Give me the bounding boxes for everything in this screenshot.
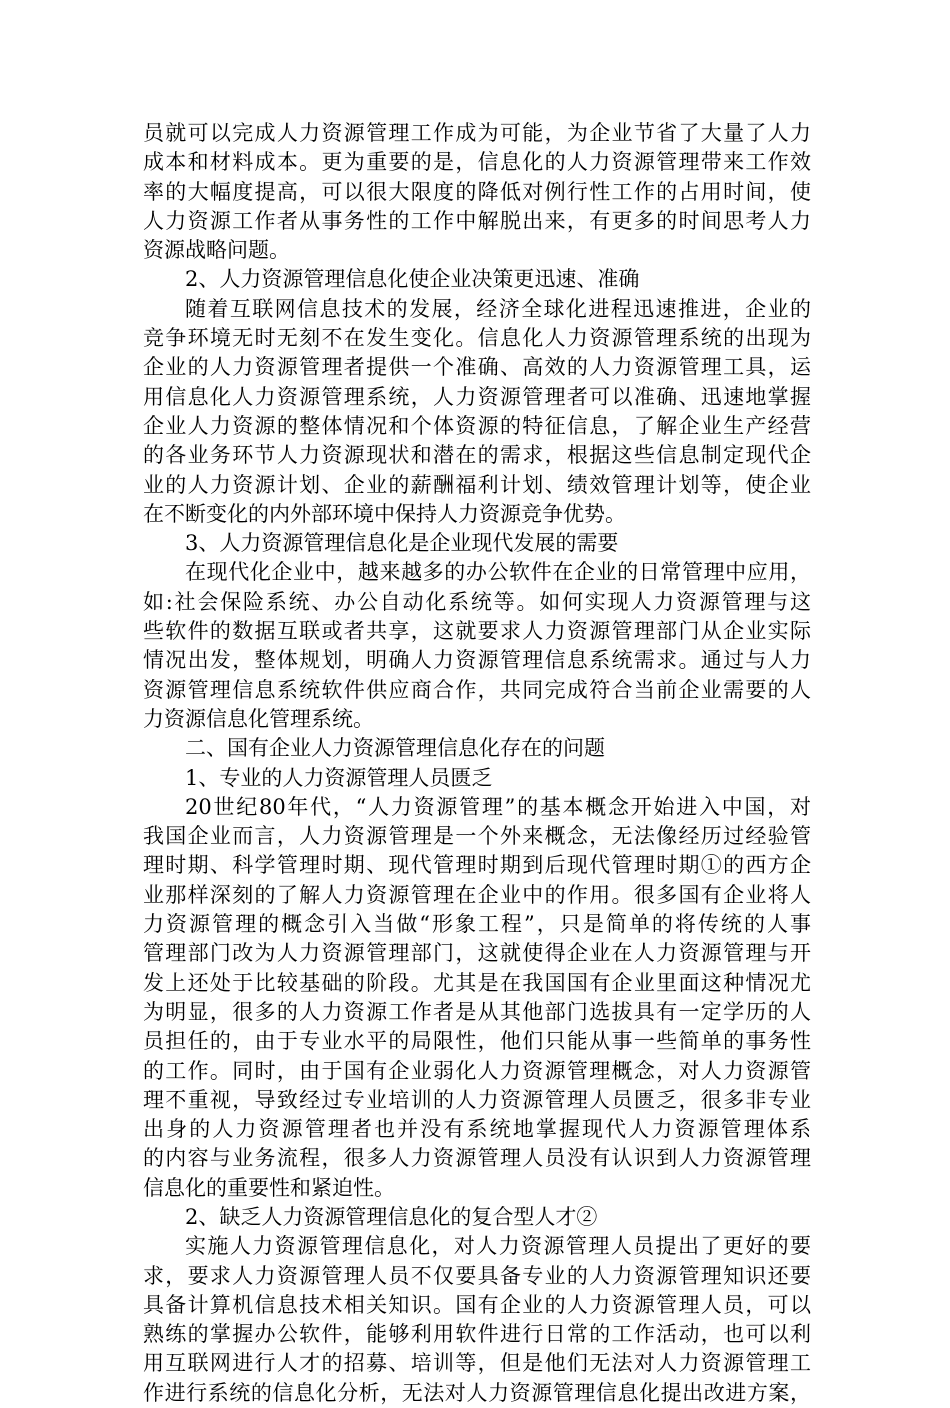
text-line: 信息化的重要性和紧迫性。 xyxy=(143,1175,395,1200)
text-line: 1、专业的人力资源管理人员匮乏 xyxy=(185,765,493,790)
text-line: 实施人力资源管理信息化，对人力资源管理人员提出了更好的要 xyxy=(185,1234,811,1259)
text-line: 3、人力资源管理信息化是企业现代发展的需要 xyxy=(185,531,619,556)
text-line: 理不重视，导致经过专业培训的人力资源管理人员匮乏，很多非专业 xyxy=(143,1087,811,1112)
text-line: 率的大幅度提高，可以很大限度的降低对例行性工作的占用时间，使 xyxy=(143,179,811,204)
text-line: 资源战略问题。 xyxy=(143,238,290,263)
text-line: 在不断变化的内外部环境中保持人力资源竞争优势。 xyxy=(143,501,626,526)
text-line: 出身的人力资源管理者也并没有系统地掌握现代人力资源管理体系 xyxy=(143,1117,811,1142)
text-line: 力资源信息化管理系统。 xyxy=(143,706,374,731)
text-line: 具备计算机信息技术相关知识。国有企业的人力资源管理人员，可以 xyxy=(143,1292,811,1317)
text-line: 管理部门改为人力资源管理部门，这就使得企业在人力资源管理与开 xyxy=(143,941,811,966)
text-line: 情况出发，整体规划，明确人力资源管理信息系统需求。通过与人力 xyxy=(143,648,811,673)
text-line: 竞争环境无时无刻不在发生变化。信息化人力资源管理系统的出现为 xyxy=(143,326,811,351)
text-line: 二、国有企业人力资源管理信息化存在的问题 xyxy=(185,736,605,761)
text-line: 为明显，很多的人力资源工作者是从其他部门选拔具有一定学历的人 xyxy=(143,999,811,1024)
text-line: 企业人力资源的整体情况和个体资源的特征信息，了解企业生产经营 xyxy=(143,413,811,438)
text-line: 如:社会保险系统、办公自动化系统等。如何实现人力资源管理与这 xyxy=(143,589,811,614)
text-line: 发上还处于比较基础的阶段。尤其是在我国国有企业里面这种情况尤 xyxy=(143,970,811,995)
text-line: 随着互联网信息技术的发展，经济全球化进程迅速推进，企业的 xyxy=(185,296,811,321)
text-line: 的内容与业务流程，很多人力资源管理人员没有认识到人力资源管理 xyxy=(143,1146,811,1171)
text-line: 些软件的数据互联或者共享，这就要求人力资源管理部门从企业实际 xyxy=(143,619,811,644)
text-line: 熟练的掌握办公软件，能够利用软件进行日常的工作活动，也可以利 xyxy=(143,1322,811,1347)
text-line: 用互联网进行人才的招募、培训等，但是他们无法对人力资源管理工 xyxy=(143,1351,811,1376)
text-line: 成本和材料成本。更为重要的是，信息化的人力资源管理带来工作效 xyxy=(143,150,811,175)
text-line: 的工作。同时，由于国有企业弱化人力资源管理概念，对人力资源管 xyxy=(143,1058,811,1083)
text-line: 2、人力资源管理信息化使企业决策更迅速、准确 xyxy=(185,267,640,292)
text-line: 在现代化企业中，越来越多的办公软件在企业的日常管理中应用， xyxy=(185,560,811,585)
text-line: 作进行系统的信息化分析，无法对人力资源管理信息化提出改进方案， xyxy=(143,1380,811,1405)
text-line: 的各业务环节人力资源现状和潜在的需求，根据这些信息制定现代企 xyxy=(143,443,811,468)
text-line: 20世纪80年代，“人力资源管理”的基本概念开始进入中国，对 xyxy=(185,794,811,819)
text-line: 2、缺乏人力资源管理信息化的复合型人才② xyxy=(185,1204,598,1229)
text-line: 员担任的，由于专业水平的局限性，他们只能从事一些简单的事务性 xyxy=(143,1029,811,1054)
text-line: 求，要求人力资源管理人员不仅要具备专业的人力资源管理知识还要 xyxy=(143,1263,811,1288)
text-line: 用信息化人力资源管理系统，人力资源管理者可以准确、迅速地掌握 xyxy=(143,384,811,409)
text-line: 力资源管理的概念引入当做“形象工程”，只是简单的将传统的人事 xyxy=(143,912,811,937)
text-line: 业那样深刻的了解人力资源管理在企业中的作用。很多国有企业将人 xyxy=(143,882,811,907)
text-line: 理时期、科学管理时期、现代管理时期到后现代管理时期①的西方企 xyxy=(143,853,811,878)
text-line: 人力资源工作者从事务性的工作中解脱出来，有更多的时间思考人力 xyxy=(143,208,811,233)
text-line: 员就可以完成人力资源管理工作成为可能，为企业节省了大量了人力 xyxy=(143,121,811,145)
text-line: 企业的人力资源管理者提供一个准确、高效的人力资源管理工具，运 xyxy=(143,355,811,380)
text-line: 我国企业而言，人力资源管理是一个外来概念，无法像经历过经验管 xyxy=(143,824,811,849)
document-page xyxy=(143,119,811,1408)
text-line: 业的人力资源计划、企业的薪酬福利计划、绩效管理计划等，使企业 xyxy=(143,472,811,497)
text-line: 资源管理信息系统软件供应商合作，共同完成符合当前企业需要的人 xyxy=(143,677,811,702)
